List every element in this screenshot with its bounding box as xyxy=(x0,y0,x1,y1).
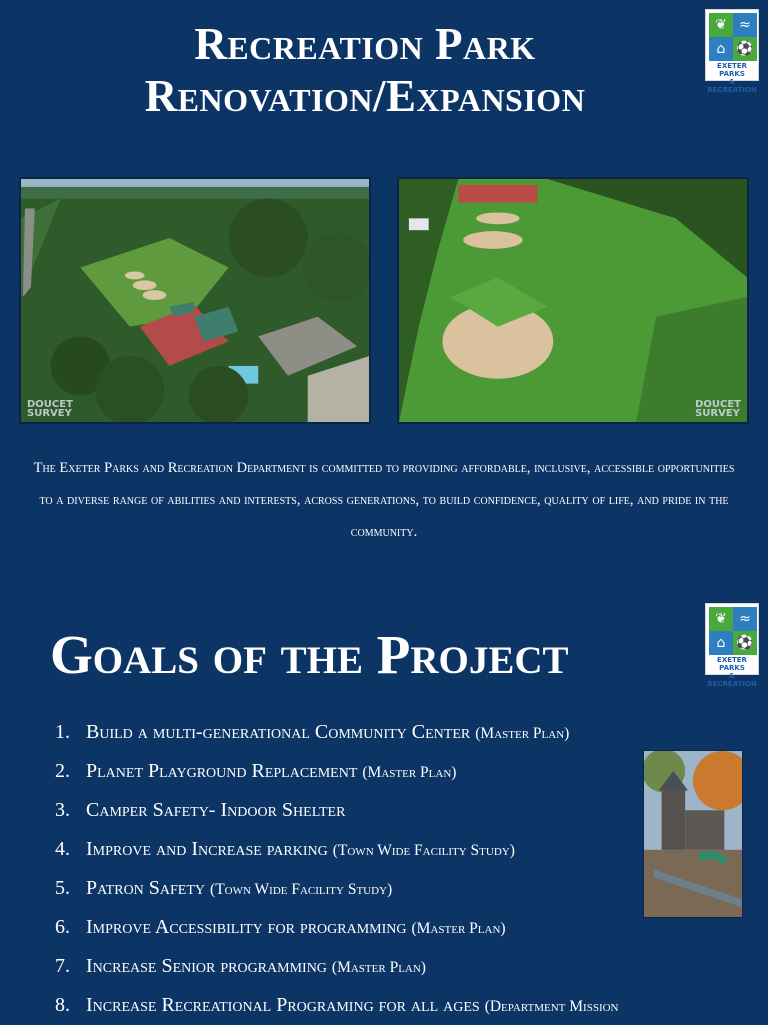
aerial-ballfields-photo xyxy=(397,177,749,424)
goal-number: 7. xyxy=(55,955,70,977)
leaf-icon: ❦ xyxy=(715,611,727,627)
wooden-playground-photo xyxy=(643,750,743,918)
logo-text: EXETER PARKS & RECREATION xyxy=(707,656,757,688)
goal-source-note: (Master Plan) xyxy=(475,725,570,742)
goal-source-note: (Town Wide Facility Study) xyxy=(332,842,515,859)
swimmer-icon: ≈ xyxy=(739,611,751,627)
goal-number: 5. xyxy=(55,877,70,899)
goal-source-note: (Department Mission xyxy=(484,998,619,1015)
aerial-park-overview-photo xyxy=(19,177,371,424)
goal-text: Patron Safety xyxy=(86,877,206,899)
swimmer-icon: ≈ xyxy=(739,17,751,33)
goals-title: Goals of the Project xyxy=(50,624,569,685)
goal-source-note: (Master Plan) xyxy=(362,764,457,781)
goal-number: 4. xyxy=(55,838,70,860)
survey-watermark: DOUCET SURVEY xyxy=(27,399,73,419)
slide-title xyxy=(20,18,710,122)
exeter-parks-logo xyxy=(705,603,759,688)
soccer-ball-icon: ⚽ xyxy=(736,635,754,651)
goal-number: 1. xyxy=(55,721,70,743)
leaf-icon: ❦ xyxy=(715,17,727,33)
goal-number: 3. xyxy=(55,799,70,821)
goal-number: 6. xyxy=(55,916,70,938)
exeter-parks-logo xyxy=(705,9,759,94)
goal-number: 2. xyxy=(55,760,70,782)
goal-text: Increase Recreational Programing for all ages xyxy=(86,994,480,1016)
survey-watermark: DOUCET SURVEY xyxy=(695,399,741,419)
building-icon: ⌂ xyxy=(716,635,726,651)
goal-text: Improve Accessibility for programming xyxy=(86,916,407,938)
goal-text: Planet Playground Replacement xyxy=(86,760,358,782)
goal-text: Increase Senior programming xyxy=(86,955,327,977)
building-icon: ⌂ xyxy=(716,41,726,57)
goal-source-note: (Town Wide Facility Study) xyxy=(210,881,393,898)
goal-text: Camper Safety- Indoor Shelter xyxy=(86,799,346,821)
goal-source-note: (Master Plan) xyxy=(331,959,426,976)
mission-statement: The Exeter Parks and Recreation Department is committed to providing affordable, inclusive, accessible opportunities to a diverse range of abilities and interests, across generations, to build confidence, quality of life, and pride in the community. xyxy=(33,460,735,540)
slide-goals xyxy=(0,560,768,1024)
goal-text: Improve and Increase parking xyxy=(86,838,328,860)
logo-text: EXETER PARKS & RECREATION xyxy=(707,62,757,94)
soccer-ball-icon: ⚽ xyxy=(736,41,754,57)
title-line-1: Recreation Park xyxy=(194,19,536,69)
goal-source-note: (Master Plan) xyxy=(411,920,506,937)
goal-number: 8. xyxy=(55,994,70,1016)
goal-text: Build a multi-generational Community Center xyxy=(86,721,471,743)
title-line-2: Renovation/Expansion xyxy=(144,71,586,121)
